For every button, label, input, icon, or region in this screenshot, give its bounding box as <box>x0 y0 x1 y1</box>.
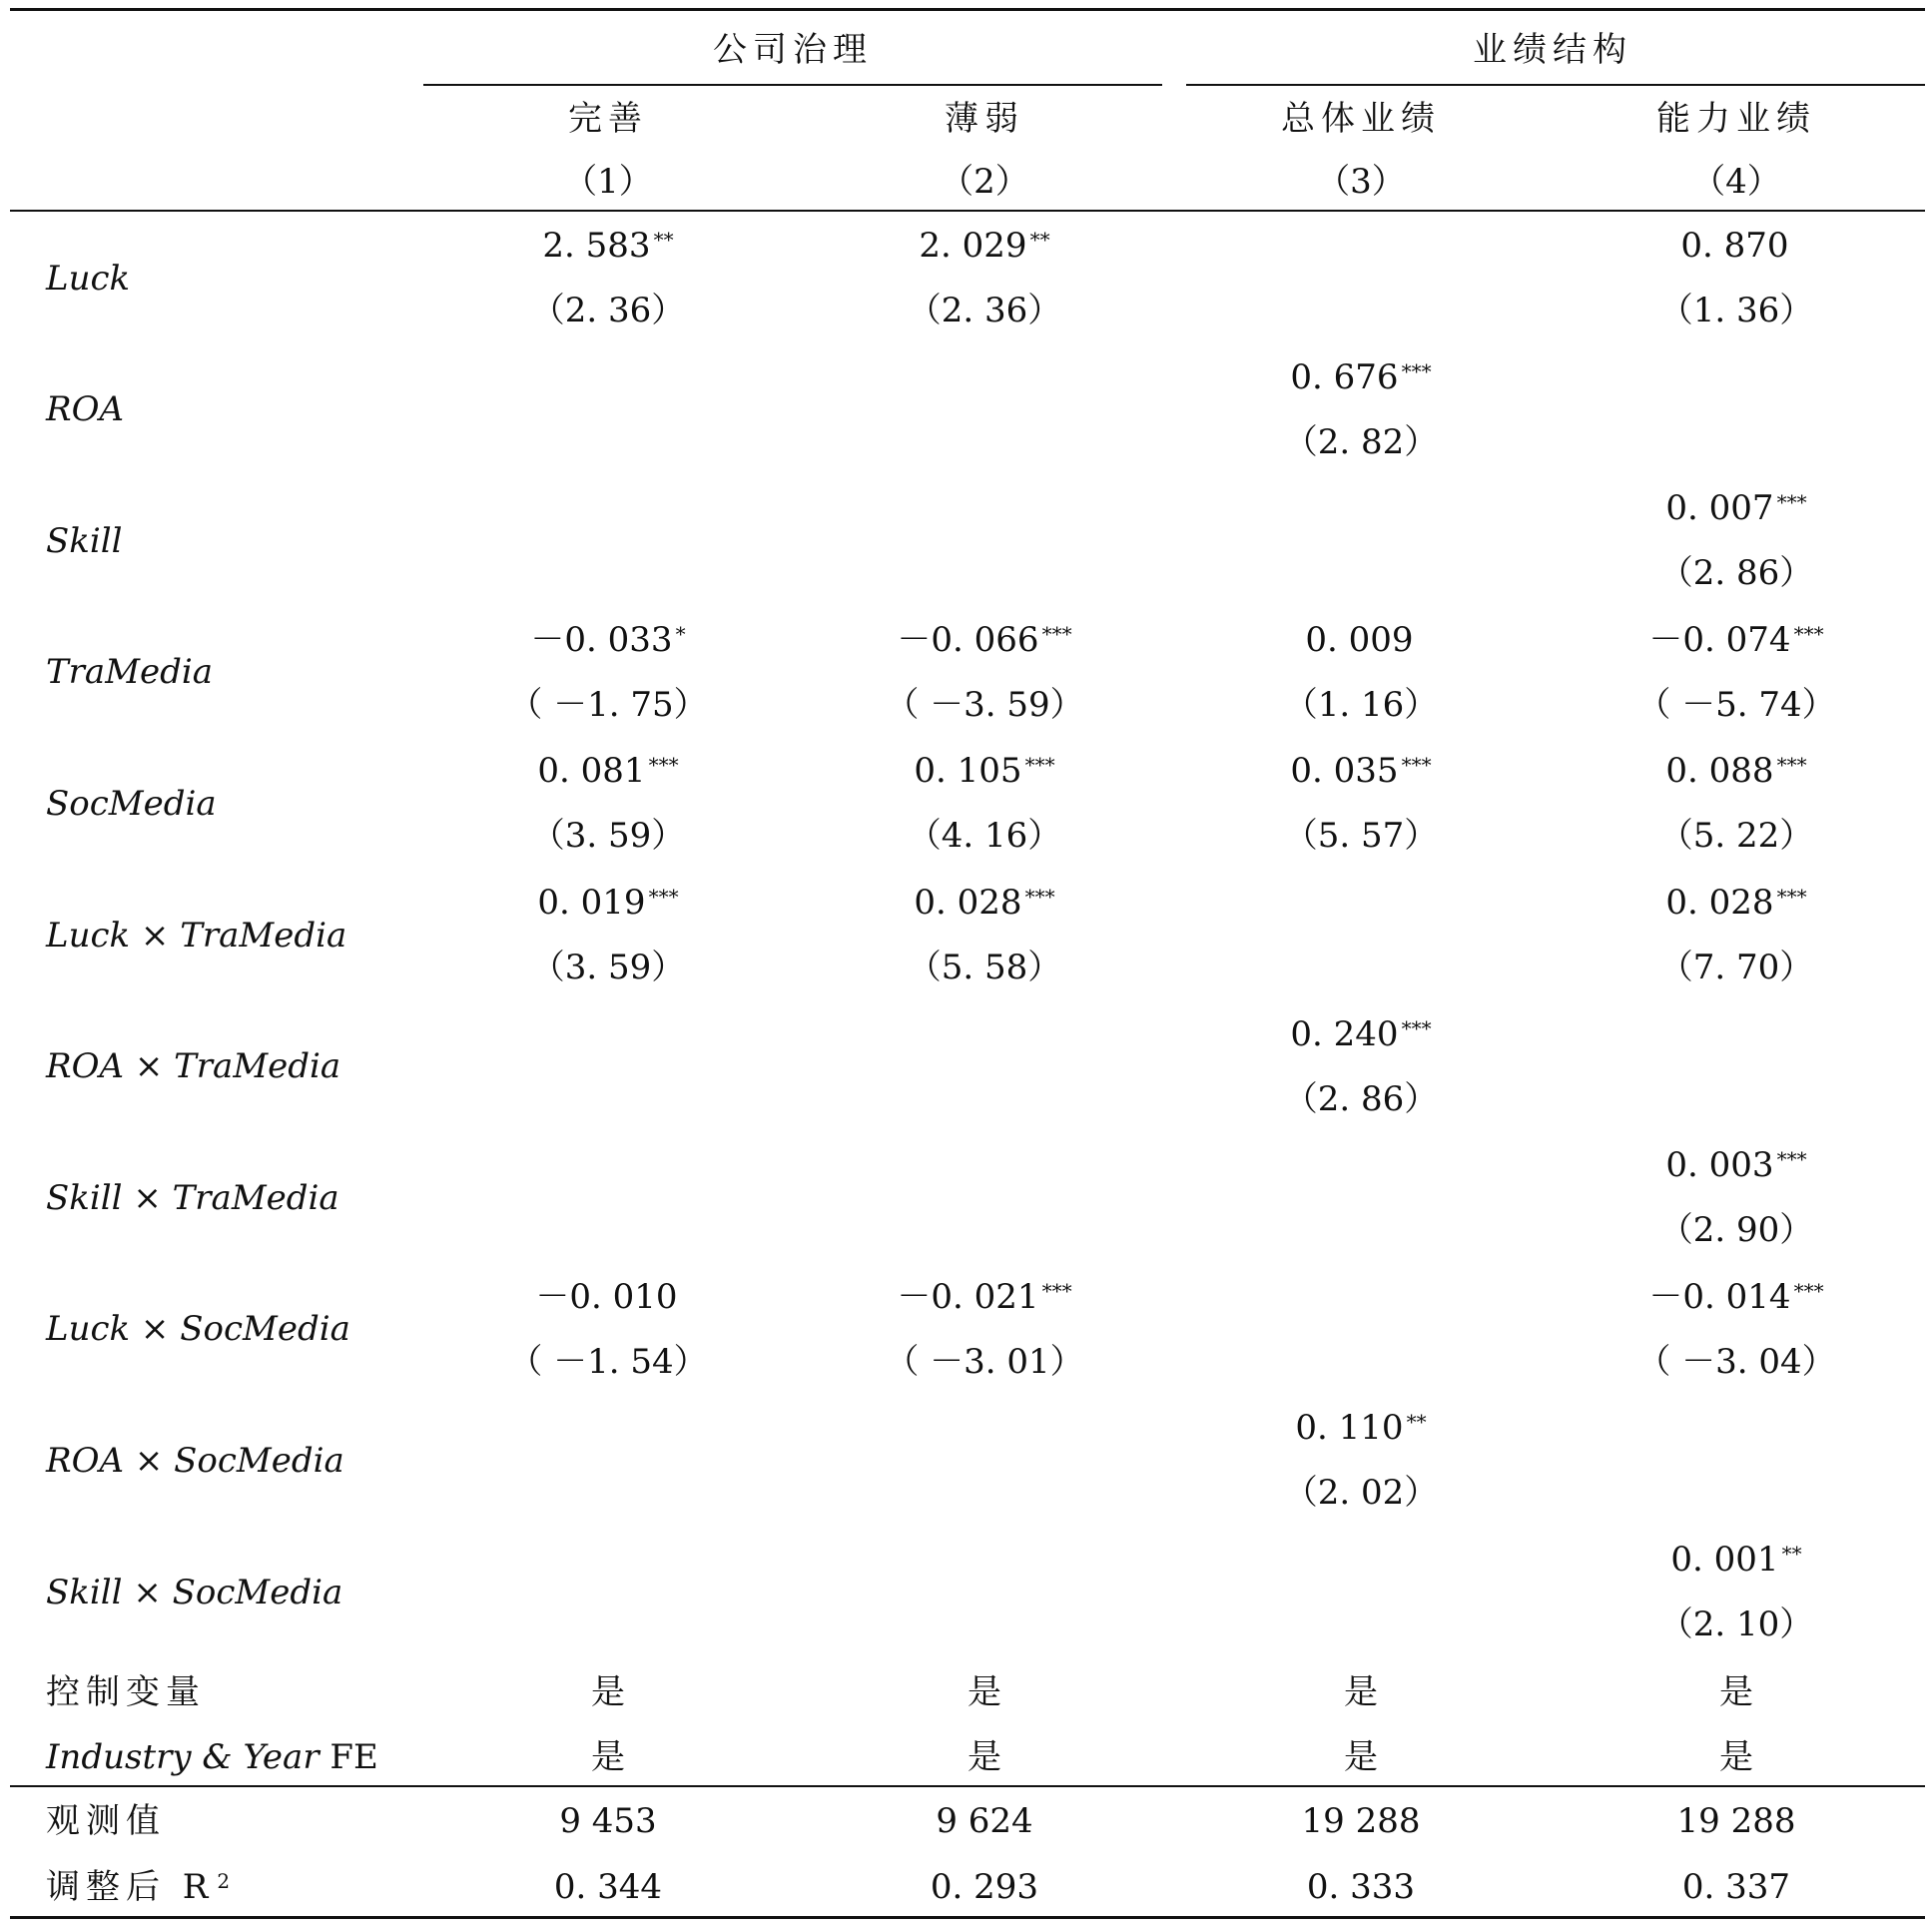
t-statistic: （2. 90） <box>1658 1210 1814 1251</box>
coefficient-value: 0. 240 <box>1290 1013 1399 1054</box>
coefficient-cell <box>1360 491 1363 525</box>
coefficient-cell <box>1290 356 1432 397</box>
coefficient-cell <box>1735 1411 1738 1445</box>
controls-value-2: 是 <box>967 1672 1001 1712</box>
coefficient-value: 0. 105 <box>914 751 1022 792</box>
fixed-effects-label <box>46 1737 378 1777</box>
coefficient-cell <box>914 883 1055 923</box>
coefficient-cell <box>983 1017 986 1051</box>
significance-stars: ** <box>653 228 674 252</box>
significance-stars: *** <box>648 753 679 778</box>
observations-value-2: 9 624 <box>936 1801 1033 1841</box>
controls-value-4: 是 <box>1719 1672 1753 1712</box>
t-statistic: （2. 86） <box>1283 1078 1439 1119</box>
row-label: TraMedia <box>46 652 214 693</box>
coefficient-cell <box>607 1148 610 1182</box>
coefficient-cell <box>983 1543 986 1577</box>
column-number-4: （4） <box>1691 162 1781 202</box>
row-label: Luck × TraMedia <box>46 915 347 956</box>
significance-stars: ** <box>1406 1410 1427 1435</box>
coefficient-value: 0. 009 <box>1305 619 1414 660</box>
coefficient-cell <box>537 751 679 792</box>
t-statistic: （ －3. 59） <box>885 684 1084 725</box>
t-statistic: （2. 82） <box>1283 421 1439 462</box>
coefficient-cell <box>983 1411 986 1445</box>
row-label: Skill × TraMedia <box>46 1177 339 1218</box>
significance-stars: *** <box>1041 621 1072 646</box>
significance-stars: *** <box>1793 1278 1824 1303</box>
coefficient-cell <box>1735 1017 1738 1051</box>
significance-stars: *** <box>1024 753 1055 778</box>
coefficient-value: 0. 110 <box>1295 1408 1404 1449</box>
controls-value-1: 是 <box>591 1672 625 1712</box>
group-header-performance: 业绩结构 <box>1473 30 1632 70</box>
coefficient-cell <box>919 226 1050 266</box>
significance-stars: *** <box>1041 1278 1072 1303</box>
observations-label: 观测值 <box>46 1801 166 1841</box>
controls-label: 控制变量 <box>46 1672 206 1712</box>
group-rule-governance <box>423 84 1162 86</box>
observations-value-3: 19 288 <box>1301 1801 1421 1841</box>
t-statistic: （2. 86） <box>1658 553 1814 594</box>
significance-stars: *** <box>1401 358 1432 383</box>
coefficient-cell <box>535 1276 680 1317</box>
coefficient-value: －0. 010 <box>535 1276 678 1317</box>
column-header-3: 总体业绩 <box>1281 99 1441 139</box>
row-label: ROA × TraMedia <box>46 1046 341 1087</box>
adjusted-r2-value-1: 0. 344 <box>553 1867 663 1907</box>
t-statistic: （ －3. 04） <box>1636 1341 1836 1382</box>
t-statistic: （2. 36） <box>907 291 1062 330</box>
coefficient-cell <box>1665 488 1807 529</box>
coefficient-cell <box>1680 226 1791 266</box>
significance-stars: ** <box>1029 228 1050 252</box>
column-header-1: 完善 <box>568 99 648 139</box>
fe-value-4: 是 <box>1719 1737 1753 1777</box>
header-rule <box>10 210 1925 212</box>
t-statistic: （1. 36） <box>1658 291 1814 330</box>
coefficient-value: 0. 088 <box>1665 751 1774 792</box>
coefficient-cell <box>1290 1013 1432 1054</box>
row-label: Luck <box>46 258 131 299</box>
row-label: Skill × SocMedia <box>46 1572 343 1612</box>
adjusted-r2-value-4: 0. 337 <box>1681 1867 1791 1907</box>
coefficient-value: 2. 583 <box>542 226 651 266</box>
row-label: Skill <box>46 520 123 561</box>
coefficient-value: 0. 035 <box>1290 751 1399 792</box>
coefficient-cell <box>607 1411 610 1445</box>
coefficient-cell <box>897 1276 1072 1317</box>
coefficient-cell <box>914 751 1055 792</box>
coefficient-cell <box>1305 619 1416 660</box>
adjusted-r2-value-3: 0. 333 <box>1306 1867 1416 1907</box>
row-label: ROA <box>46 389 125 430</box>
coefficient-cell <box>1360 1280 1363 1314</box>
coefficient-value: 0. 007 <box>1665 488 1774 529</box>
coefficient-value: －0. 066 <box>897 619 1039 660</box>
coefficient-cell <box>1665 1145 1807 1186</box>
t-statistic: （ －3. 01） <box>885 1341 1084 1382</box>
t-statistic: （2. 36） <box>530 291 686 330</box>
t-statistic: （3. 59） <box>530 948 686 987</box>
significance-stars: *** <box>1776 490 1807 515</box>
coefficient-cell <box>983 360 986 394</box>
column-header-4: 能力业绩 <box>1656 99 1816 139</box>
coefficient-cell <box>607 1543 610 1577</box>
coefficient-value: －0. 074 <box>1648 619 1791 660</box>
coefficient-cell <box>537 883 679 923</box>
group-header-governance: 公司治理 <box>713 30 873 70</box>
t-statistic: （5. 58） <box>907 948 1062 987</box>
top-rule <box>10 8 1925 11</box>
adjusted-r2-label <box>46 1867 231 1907</box>
significance-stars: *** <box>1024 885 1055 909</box>
coefficient-cell <box>1360 1543 1363 1577</box>
significance-stars: * <box>675 621 686 646</box>
controls-value-3: 是 <box>1344 1672 1378 1712</box>
t-statistic: （4. 16） <box>907 816 1062 857</box>
significance-stars: *** <box>1793 621 1824 646</box>
coefficient-value: 0. 019 <box>537 883 646 923</box>
coefficient-cell <box>1290 751 1432 792</box>
coefficient-cell <box>1648 619 1824 660</box>
significance-stars: *** <box>1776 753 1807 778</box>
coefficient-value: 0. 676 <box>1290 356 1399 397</box>
coefficient-value: 0. 870 <box>1680 226 1789 266</box>
coefficient-cell <box>1735 360 1738 394</box>
significance-stars: *** <box>1776 1147 1807 1172</box>
coefficient-cell <box>607 1017 610 1051</box>
coefficient-cell <box>607 360 610 394</box>
body-rule <box>10 1785 1925 1787</box>
coefficient-cell <box>1360 229 1363 263</box>
coefficient-cell <box>542 226 674 266</box>
significance-stars: *** <box>1776 885 1807 909</box>
coefficient-cell <box>983 1148 986 1182</box>
t-statistic: （3. 59） <box>530 816 686 857</box>
fe-value-2: 是 <box>967 1737 1001 1777</box>
group-rule-performance <box>1186 84 1925 86</box>
significance-stars: *** <box>648 885 679 909</box>
coefficient-cell <box>1360 886 1363 920</box>
bottom-rule <box>10 1916 1925 1919</box>
coefficient-value: 0. 003 <box>1665 1145 1774 1186</box>
coefficient-cell <box>1665 751 1807 792</box>
significance-stars: *** <box>1401 1015 1432 1040</box>
t-statistic: （2. 02） <box>1283 1473 1439 1514</box>
t-statistic: （1. 16） <box>1283 684 1439 725</box>
adjusted-r2-value-2: 0. 293 <box>930 1867 1039 1907</box>
t-statistic: （ －1. 75） <box>508 684 708 725</box>
coefficient-value: －0. 014 <box>1648 1276 1791 1317</box>
coefficient-value: 0. 028 <box>1665 883 1774 923</box>
fixed-effects-label-plain: FE <box>319 1737 378 1777</box>
t-statistic: （7. 70） <box>1658 948 1814 987</box>
row-label: Luck × SocMedia <box>46 1309 350 1350</box>
coefficient-value: 0. 001 <box>1670 1540 1779 1580</box>
coefficient-cell <box>1665 883 1807 923</box>
coefficient-cell <box>607 491 610 525</box>
coefficient-value: 0. 081 <box>537 751 646 792</box>
observations-value-4: 19 288 <box>1676 1801 1796 1841</box>
adjusted-r2-label-sup: 2 <box>217 1869 231 1893</box>
coefficient-value: 0. 028 <box>914 883 1022 923</box>
t-statistic: （ －1. 54） <box>508 1341 708 1382</box>
row-label: ROA × SocMedia <box>46 1440 344 1481</box>
adjusted-r2-label-text: 调整后 R <box>46 1867 215 1907</box>
fe-value-1: 是 <box>591 1737 625 1777</box>
column-number-1: （1） <box>563 162 653 202</box>
t-statistic: （5. 57） <box>1283 816 1439 857</box>
coefficient-cell <box>1360 1148 1363 1182</box>
column-number-2: （2） <box>940 162 1029 202</box>
coefficient-cell <box>983 491 986 525</box>
t-statistic: （ －5. 74） <box>1636 684 1836 725</box>
coefficient-value: 2. 029 <box>919 226 1027 266</box>
coefficient-cell <box>1295 1408 1427 1449</box>
column-number-3: （3） <box>1316 162 1406 202</box>
significance-stars: *** <box>1401 753 1432 778</box>
column-header-2: 薄弱 <box>945 99 1024 139</box>
observations-value-1: 9 453 <box>559 1801 657 1841</box>
coefficient-value: －0. 033 <box>530 619 673 660</box>
coefficient-cell <box>897 619 1072 660</box>
significance-stars: ** <box>1781 1542 1802 1566</box>
fixed-effects-label-italic: Industry & Year <box>46 1737 320 1777</box>
coefficient-cell <box>1670 1540 1802 1580</box>
coefficient-cell <box>1648 1276 1824 1317</box>
t-statistic: （2. 10） <box>1658 1605 1814 1644</box>
t-statistic: （5. 22） <box>1658 816 1814 857</box>
fe-value-3: 是 <box>1344 1737 1378 1777</box>
row-label: SocMedia <box>46 783 217 824</box>
coefficient-value: －0. 021 <box>897 1276 1039 1317</box>
coefficient-cell <box>530 619 686 660</box>
